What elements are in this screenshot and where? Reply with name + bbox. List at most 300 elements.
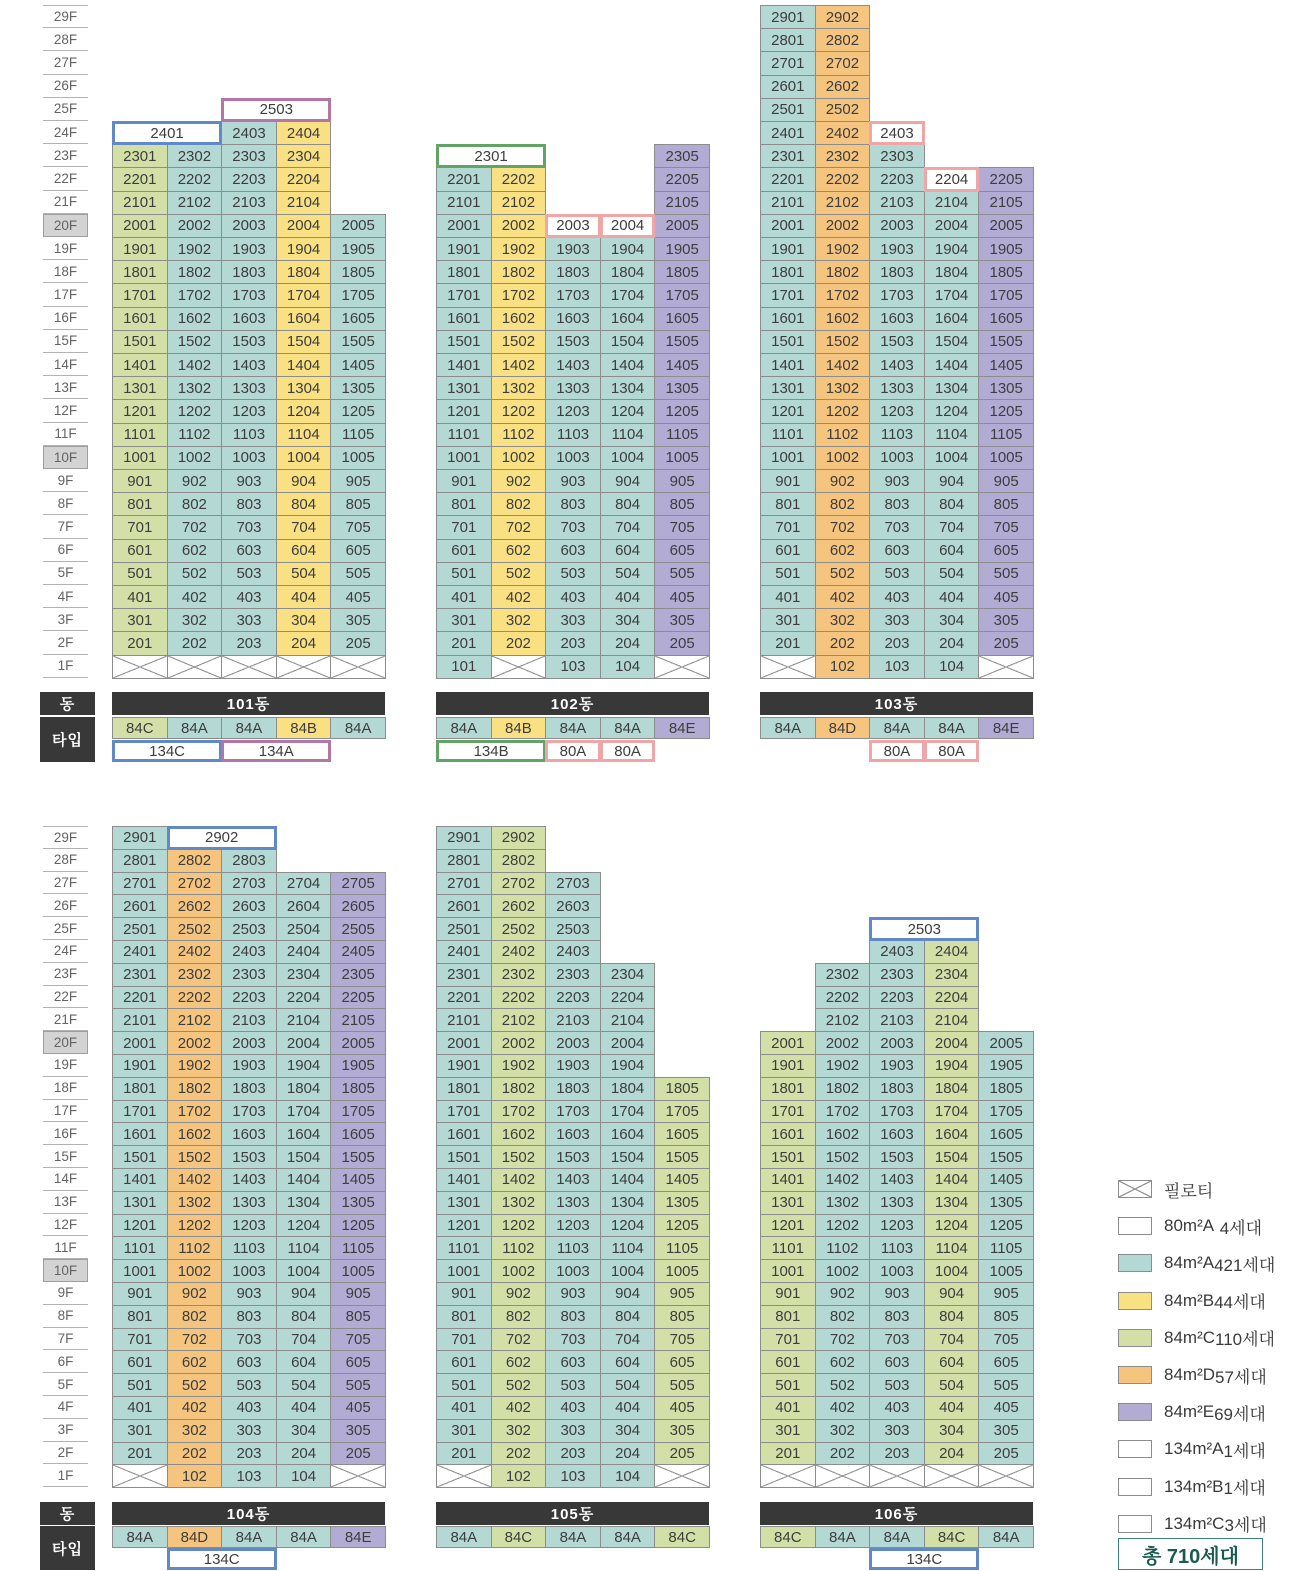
unit-cell: 2203 (869, 986, 925, 1010)
unit-cell: 1504 (600, 1145, 656, 1169)
type-cell: 84D (815, 717, 871, 739)
unit-cell: 501 (436, 562, 492, 586)
unit-cell: 2102 (491, 191, 547, 215)
unit-cell: 203 (221, 1442, 277, 1466)
unit-cell: 803 (545, 1305, 601, 1329)
unit-cell: 402 (167, 585, 223, 609)
floor-label: 26F (43, 75, 88, 98)
unit-cell: 2504 (276, 917, 332, 941)
unit-cell: 202 (491, 1442, 547, 1466)
legend-swatch-a (1118, 1254, 1152, 1272)
unit-cell: 1602 (491, 1122, 547, 1146)
unit-cell: 1205 (654, 399, 710, 423)
floor-label: 1F (43, 655, 88, 678)
unit-cell: 202 (167, 631, 223, 655)
unit-cell: 2002 (491, 1031, 547, 1055)
dong-header-label: 동 (40, 1502, 95, 1525)
unit-cell: 1404 (276, 1168, 332, 1192)
extra-type-cell: 134C (167, 1548, 277, 1570)
unit-cell: 1204 (276, 1214, 332, 1238)
unit-cell: 2204 (924, 167, 980, 191)
unit-cell: 2101 (112, 1008, 168, 1032)
unit-cell: 1305 (330, 1191, 386, 1215)
unit-cell: 1405 (654, 1168, 710, 1192)
unit-cell: 1705 (654, 1100, 710, 1124)
unit-cell: 804 (276, 492, 332, 516)
unit-cell: 103 (869, 655, 925, 679)
legend-swatch-134A (1118, 1440, 1152, 1458)
unit-cell: 1105 (978, 1236, 1034, 1260)
unit-cell: 1202 (491, 399, 547, 423)
legend-count: 3세대 (1224, 1516, 1267, 1536)
legend-label: 84m²C (1164, 1327, 1216, 1347)
unit-cell: 1402 (815, 353, 871, 377)
unit-cell: 1802 (167, 1077, 223, 1101)
floor-label: 23F (43, 144, 88, 167)
unit-cell: 1301 (112, 376, 168, 400)
unit-cell: 1202 (491, 1214, 547, 1238)
unit-cell: 1403 (221, 353, 277, 377)
unit-cell: 1803 (869, 1077, 925, 1101)
type-cell: 84A (869, 717, 925, 739)
unit-cell: 2104 (600, 1008, 656, 1032)
extra-type-cell: 134B (436, 740, 546, 762)
unit-cell: 1705 (330, 283, 386, 307)
unit-cell: 305 (330, 608, 386, 632)
unit-cell: 903 (221, 469, 277, 493)
unit-cell: 2303 (221, 963, 277, 987)
unit-cell: 204 (276, 631, 332, 655)
unit-cell: 1905 (978, 237, 1034, 261)
unit-cell: 403 (869, 585, 925, 609)
unit-cell: 1305 (978, 376, 1034, 400)
unit-cell: 1005 (330, 1259, 386, 1283)
unit-cell: 1805 (654, 260, 710, 284)
unit-cell: 2402 (167, 940, 223, 964)
unit-cell: 2105 (654, 191, 710, 215)
unit-cell: 2102 (491, 1008, 547, 1032)
unit-cell: 2202 (167, 167, 223, 191)
unit-cell: 102 (815, 655, 871, 679)
unit-cell: 805 (654, 492, 710, 516)
floor-label: 13F (43, 1191, 88, 1214)
unit-cell: 704 (276, 1328, 332, 1352)
unit-cell: 905 (330, 1282, 386, 1306)
unit-cell: 1001 (436, 446, 492, 470)
unit-cell: 304 (924, 1419, 980, 1443)
floor-label: 4F (43, 585, 88, 608)
unit-cell: 203 (869, 1442, 925, 1466)
unit-cell: 1504 (276, 1145, 332, 1169)
unit-cell: 1701 (436, 283, 492, 307)
unit-cell: 405 (978, 1396, 1034, 1420)
unit-cell: 403 (869, 1396, 925, 1420)
unit-cell: 2701 (760, 51, 816, 75)
unit-cell: 501 (436, 1373, 492, 1397)
unit-cell: 303 (545, 608, 601, 632)
unit-cell: 1703 (221, 283, 277, 307)
type-header-label: 타입 (40, 1526, 95, 1570)
unit-cell: 2502 (491, 917, 547, 941)
type-cell: 84A (221, 1526, 277, 1548)
unit-cell: 2803 (221, 849, 277, 873)
unit-cell: 1903 (545, 237, 601, 261)
type-cell: 84A (436, 717, 492, 739)
unit-cell: 702 (491, 515, 547, 539)
unit-cell: 1305 (330, 376, 386, 400)
unit-cell: 504 (276, 562, 332, 586)
unit-cell: 2304 (276, 963, 332, 987)
unit-cell: 2705 (330, 872, 386, 896)
unit-cell: 501 (760, 1373, 816, 1397)
unit-cell: 2703 (221, 872, 277, 896)
unit-cell: 1501 (760, 330, 816, 354)
unit-cell: 1002 (815, 1259, 871, 1283)
unit-cell: 602 (167, 1350, 223, 1374)
unit-cell: 402 (815, 585, 871, 609)
unit-cell: 304 (924, 608, 980, 632)
type-cell: 84A (815, 1526, 871, 1548)
unit-cell: 1802 (491, 260, 547, 284)
floor-label: 17F (43, 283, 88, 306)
unit-cell: 805 (978, 492, 1034, 516)
floor-label: 18F (43, 1077, 88, 1100)
unit-cell: 204 (276, 1442, 332, 1466)
piloti-cell (167, 655, 223, 679)
unit-cell: 503 (869, 562, 925, 586)
unit-cell: 603 (545, 1350, 601, 1374)
unit-cell: 1304 (924, 1191, 980, 1215)
legend-label: 84m²A (1164, 1253, 1215, 1273)
unit-cell: 1205 (978, 1214, 1034, 1238)
extra-type-cell: 80A (869, 740, 925, 762)
unit-cell: 2301 (112, 963, 168, 987)
unit-cell: 2004 (924, 214, 980, 238)
unit-cell: 2101 (436, 1008, 492, 1032)
unit-cell: 2003 (869, 214, 925, 238)
unit-cell: 1203 (869, 399, 925, 423)
unit-cell: 1803 (869, 260, 925, 284)
unit-cell: 601 (112, 539, 168, 563)
unit-cell: 1503 (545, 1145, 601, 1169)
unit-cell: 704 (924, 1328, 980, 1352)
unit-cell: 2403 (545, 940, 601, 964)
legend-label: 84m²E (1164, 1402, 1215, 1422)
unit-cell: 2201 (760, 167, 816, 191)
unit-cell: 303 (869, 608, 925, 632)
unit-cell: 1303 (869, 376, 925, 400)
unit-cell: 1803 (545, 260, 601, 284)
unit-cell: 305 (978, 608, 1034, 632)
unit-cell: 2101 (436, 191, 492, 215)
unit-cell: 1203 (221, 1214, 277, 1238)
unit-cell: 1105 (654, 1236, 710, 1260)
unit-cell: 2403 (221, 121, 277, 145)
unit-cell: 205 (978, 631, 1034, 655)
unit-cell: 2401 (112, 121, 222, 145)
unit-cell: 103 (545, 655, 601, 679)
unit-cell: 1603 (545, 307, 601, 331)
unit-cell: 802 (491, 492, 547, 516)
unit-cell: 201 (112, 1442, 168, 1466)
unit-cell: 702 (815, 515, 871, 539)
unit-cell: 1203 (545, 399, 601, 423)
unit-cell: 201 (112, 631, 168, 655)
legend-swatch-134C (1118, 1515, 1152, 1533)
unit-cell: 401 (760, 585, 816, 609)
unit-cell: 1802 (491, 1077, 547, 1101)
piloti-cell (760, 1464, 816, 1488)
unit-cell: 904 (600, 469, 656, 493)
type-cell: 84E (654, 717, 710, 739)
unit-cell: 1803 (221, 1077, 277, 1101)
unit-cell: 2203 (221, 167, 277, 191)
unit-cell: 804 (600, 492, 656, 516)
unit-cell: 2003 (221, 1031, 277, 1055)
unit-cell: 1501 (112, 330, 168, 354)
legend-item (1118, 1439, 1266, 1461)
unit-cell: 1402 (167, 1168, 223, 1192)
legend-label: 84m²B (1164, 1290, 1215, 1310)
unit-cell: 1304 (924, 376, 980, 400)
unit-cell: 2604 (276, 894, 332, 918)
piloti-cell (276, 655, 332, 679)
unit-cell: 2002 (491, 214, 547, 238)
unit-cell: 1103 (545, 1236, 601, 1260)
unit-cell: 701 (760, 1328, 816, 1352)
floor-label: 13F (43, 376, 88, 399)
floor-label: 8F (43, 492, 88, 515)
unit-cell: 1101 (760, 423, 816, 447)
floor-label: 22F (43, 167, 88, 190)
type-cell: 84A (436, 1526, 492, 1548)
unit-cell: 1403 (869, 353, 925, 377)
piloti-cell (869, 1464, 925, 1488)
unit-cell: 1505 (654, 330, 710, 354)
piloti-cell (112, 1464, 168, 1488)
unit-cell: 2501 (436, 917, 492, 941)
unit-cell: 1002 (167, 1259, 223, 1283)
unit-cell: 905 (978, 1282, 1034, 1306)
unit-cell: 1202 (815, 1214, 871, 1238)
unit-cell: 1702 (491, 1100, 547, 1124)
unit-cell: 605 (654, 1350, 710, 1374)
unit-cell: 605 (978, 1350, 1034, 1374)
unit-cell: 203 (221, 631, 277, 655)
unit-cell: 1003 (869, 446, 925, 470)
unit-cell: 405 (978, 585, 1034, 609)
unit-cell: 1105 (978, 423, 1034, 447)
unit-cell: 504 (924, 1373, 980, 1397)
unit-cell: 2902 (167, 826, 277, 850)
type-cell: 84C (491, 1526, 547, 1548)
unit-cell: 902 (167, 1282, 223, 1306)
unit-cell: 2302 (167, 963, 223, 987)
unit-cell: 1804 (276, 260, 332, 284)
type-cell: 84B (491, 717, 547, 739)
unit-cell: 305 (978, 1419, 1034, 1443)
floor-label: 6F (43, 539, 88, 562)
unit-cell: 2303 (869, 963, 925, 987)
unit-cell: 803 (869, 1305, 925, 1329)
extra-type-cell: 80A (545, 740, 601, 762)
unit-cell: 205 (654, 631, 710, 655)
unit-cell: 1002 (815, 446, 871, 470)
unit-cell: 1405 (654, 353, 710, 377)
unit-cell: 902 (491, 1282, 547, 1306)
unit-cell: 705 (978, 515, 1034, 539)
unit-cell: 403 (221, 585, 277, 609)
unit-cell: 701 (760, 515, 816, 539)
unit-cell: 2104 (276, 191, 332, 215)
unit-cell: 2001 (436, 214, 492, 238)
unit-cell: 304 (276, 608, 332, 632)
unit-cell: 1602 (815, 1122, 871, 1146)
unit-cell: 1805 (978, 1077, 1034, 1101)
unit-cell: 1505 (330, 330, 386, 354)
unit-cell: 704 (924, 515, 980, 539)
legend-item (1118, 1216, 1262, 1236)
unit-cell: 503 (869, 1373, 925, 1397)
unit-cell: 402 (491, 1396, 547, 1420)
unit-cell: 1604 (924, 1122, 980, 1146)
extra-type-cell: 80A (924, 740, 980, 762)
unit-cell: 1803 (545, 1077, 601, 1101)
unit-cell: 1305 (978, 1191, 1034, 1215)
unit-cell: 501 (760, 562, 816, 586)
unit-cell: 1201 (112, 1214, 168, 1238)
unit-cell: 2204 (276, 986, 332, 1010)
unit-cell: 1201 (760, 1214, 816, 1238)
unit-cell: 1905 (654, 237, 710, 261)
unit-cell: 1505 (654, 1145, 710, 1169)
unit-cell: 1903 (221, 1054, 277, 1078)
legend-label: 필로티 (1164, 1181, 1214, 1201)
unit-cell: 605 (978, 539, 1034, 563)
unit-cell: 601 (112, 1350, 168, 1374)
unit-cell: 903 (221, 1282, 277, 1306)
unit-cell: 1903 (869, 237, 925, 261)
unit-cell: 1102 (815, 1236, 871, 1260)
unit-cell: 302 (815, 608, 871, 632)
unit-cell: 902 (815, 469, 871, 493)
unit-cell: 1701 (760, 1100, 816, 1124)
unit-cell: 2004 (276, 1031, 332, 1055)
unit-cell: 2005 (978, 214, 1034, 238)
unit-cell: 305 (654, 1419, 710, 1443)
unit-cell: 2703 (545, 872, 601, 896)
unit-cell: 1005 (654, 1259, 710, 1283)
type-cell: 84C (654, 1526, 710, 1548)
legend-swatch-134B (1118, 1478, 1152, 1496)
unit-cell: 1802 (167, 260, 223, 284)
unit-cell: 404 (276, 1396, 332, 1420)
unit-cell: 1502 (815, 330, 871, 354)
unit-cell: 1504 (276, 330, 332, 354)
type-cell: 84A (600, 1526, 656, 1548)
unit-cell: 202 (815, 1442, 871, 1466)
unit-cell: 1903 (221, 237, 277, 261)
unit-cell: 1101 (436, 423, 492, 447)
unit-cell: 903 (869, 469, 925, 493)
unit-cell: 1004 (276, 1259, 332, 1283)
unit-cell: 502 (815, 1373, 871, 1397)
unit-cell: 1403 (221, 1168, 277, 1192)
unit-cell: 802 (167, 1305, 223, 1329)
unit-cell: 2601 (760, 75, 816, 99)
unit-cell: 2401 (436, 940, 492, 964)
unit-cell: 403 (545, 585, 601, 609)
unit-cell: 2403 (221, 940, 277, 964)
unit-cell: 2403 (869, 940, 925, 964)
unit-cell: 2204 (924, 986, 980, 1010)
unit-cell: 305 (654, 608, 710, 632)
unit-cell: 404 (276, 585, 332, 609)
unit-cell: 2001 (112, 1031, 168, 1055)
unit-cell: 1904 (924, 237, 980, 261)
unit-cell: 903 (869, 1282, 925, 1306)
unit-cell: 2603 (545, 894, 601, 918)
unit-cell: 905 (654, 1282, 710, 1306)
unit-cell: 1504 (600, 330, 656, 354)
unit-cell: 1201 (112, 399, 168, 423)
floor-label: 15F (43, 330, 88, 353)
unit-cell: 604 (276, 539, 332, 563)
unit-cell: 1703 (869, 283, 925, 307)
type-cell: 84A (330, 717, 386, 739)
unit-cell: 505 (654, 562, 710, 586)
legend-item (1118, 1513, 1267, 1536)
unit-cell: 1703 (545, 283, 601, 307)
unit-cell: 601 (760, 1350, 816, 1374)
unit-cell: 1605 (978, 307, 1034, 331)
legend-count: 4세대 (1219, 1218, 1262, 1238)
unit-cell: 1704 (276, 1100, 332, 1124)
unit-cell: 1204 (276, 399, 332, 423)
unit-cell: 102 (491, 1464, 547, 1488)
unit-cell: 801 (760, 492, 816, 516)
legend-count: 57세대 (1215, 1367, 1267, 1387)
unit-cell: 2102 (815, 191, 871, 215)
piloti-cell (221, 655, 277, 679)
unit-cell: 1703 (869, 1100, 925, 1124)
extra-type-cell: 80A (600, 740, 656, 762)
legend-swatch-e (1118, 1403, 1152, 1421)
unit-cell: 801 (112, 1305, 168, 1329)
unit-cell: 701 (112, 1328, 168, 1352)
unit-cell: 1404 (924, 1168, 980, 1192)
floor-label: 6F (43, 1350, 88, 1373)
unit-cell: 701 (436, 1328, 492, 1352)
unit-cell: 2901 (112, 826, 168, 850)
unit-cell: 1004 (924, 1259, 980, 1283)
unit-cell: 702 (167, 1328, 223, 1352)
unit-cell: 802 (815, 1305, 871, 1329)
unit-cell: 1905 (330, 237, 386, 261)
unit-cell: 1605 (654, 307, 710, 331)
unit-cell: 2201 (436, 986, 492, 1010)
unit-cell: 704 (276, 515, 332, 539)
unit-cell: 905 (654, 469, 710, 493)
unit-cell: 1804 (600, 1077, 656, 1101)
unit-cell: 804 (924, 492, 980, 516)
piloti-cell (978, 1464, 1034, 1488)
unit-cell: 203 (545, 1442, 601, 1466)
unit-cell: 2005 (978, 1031, 1034, 1055)
floor-label: 29F (43, 826, 88, 849)
type-cell: 84A (276, 1526, 332, 1548)
unit-cell: 2301 (436, 963, 492, 987)
